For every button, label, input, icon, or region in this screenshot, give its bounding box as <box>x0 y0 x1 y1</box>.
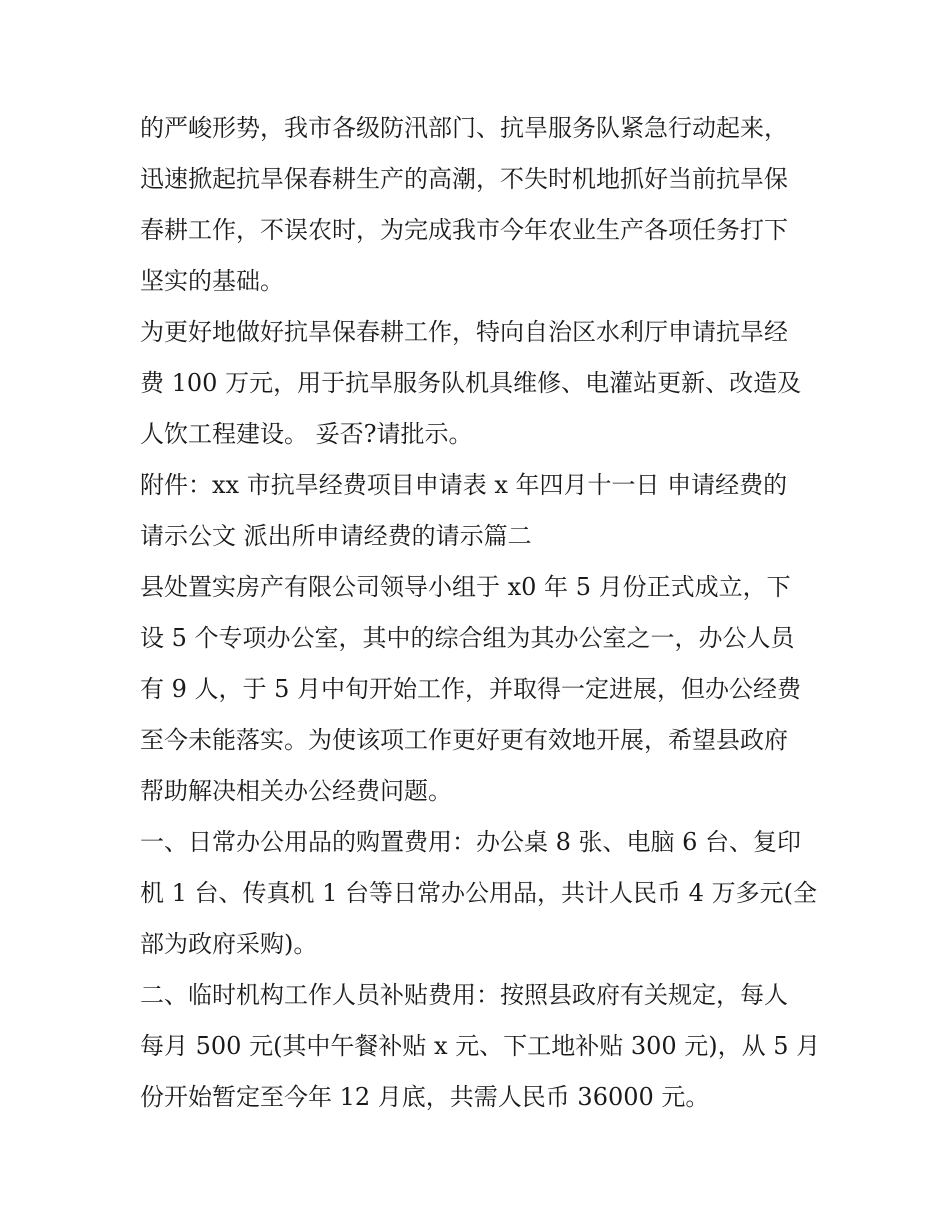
text-line: 设 5 个专项办公室，其中的综合组为其办公室之一，办公人员 <box>140 624 795 652</box>
text-line: 春耕工作，不误农时，为完成我市今年农业生产各项任务打下 <box>140 216 788 244</box>
text-line: 人饮工程建设。 妥否?请批示。 <box>140 420 473 448</box>
text-line: 至今未能落实。为使该项工作更好更有效地开展，希望县政府 <box>140 726 788 754</box>
text-line: 一、日常办公用品的购置费用：办公桌 8 张、电脑 6 台、复印 <box>140 828 802 856</box>
text-line: 为更好地做好抗旱保春耕工作，特向自治区水利厅申请抗旱经 <box>140 318 788 346</box>
text-line: 迅速掀起抗旱保春耕生产的高潮，不失时机地抓好当前抗旱保 <box>140 165 788 193</box>
text-line: 请示公文 派出所申请经费的请示篇二 <box>140 522 532 550</box>
body-text <box>140 103 820 1123</box>
text-line: 帮助解决相关办公经费问题。 <box>140 777 452 805</box>
text-line: 每月 500 元(其中午餐补贴 x 元、下工地补贴 300 元)，从 5 月 <box>140 1032 820 1060</box>
text-line: 坚实的基础。 <box>140 267 284 295</box>
text-line: 部为政府采购)。 <box>140 930 318 958</box>
text-line: 二、临时机构工作人员补贴费用：按照县政府有关规定，每人 <box>140 981 788 1009</box>
text-line: 机 1 台、传真机 1 台等日常办公用品，共计人民币 4 万多元(全 <box>140 879 817 907</box>
text-line: 有 9 人，于 5 月中旬开始工作，并取得一定进展，但办公经费 <box>140 675 802 703</box>
text-line: 的严峻形势，我市各级防汛部门、抗旱服务队紧急行动起来， <box>140 114 788 142</box>
text-line: 费 100 万元，用于抗旱服务队机具维修、电灌站更新、改造及 <box>140 369 802 397</box>
text-line: 份开始暂定至今年 12 月底，共需人民币 36000 元。 <box>140 1083 710 1111</box>
text-line: 附件：xx 市抗旱经费项目申请表 x 年四月十一日 申请经费的 <box>140 471 788 499</box>
text-line: 县处置实房产有限公司领导小组于 x0 年 5 月份正式成立，下 <box>140 573 791 601</box>
